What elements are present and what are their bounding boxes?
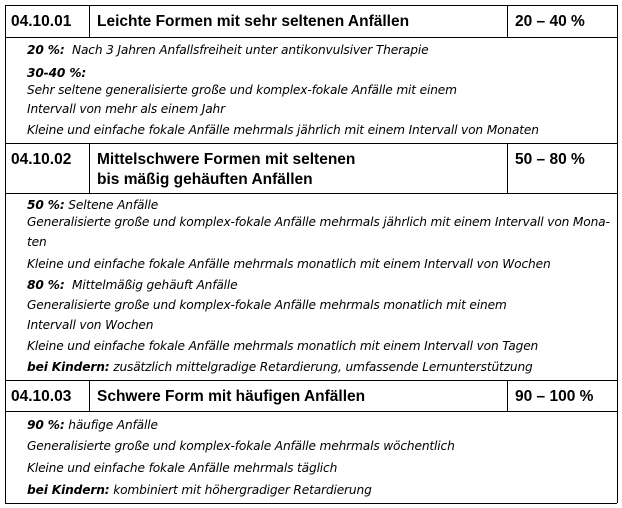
body-line xyxy=(27,360,533,375)
line-text: Sehr seltene generalisierte große und komplex-fokale Anfälle mit einem xyxy=(27,83,457,97)
line-text: Kleine und einfache fokale Anfälle mehrmals monatlich mit einem Intervall von Wochen xyxy=(27,257,551,271)
body-line xyxy=(27,257,551,272)
column-divider xyxy=(507,143,508,193)
row-divider xyxy=(5,143,617,144)
body-line xyxy=(27,461,337,476)
line-text: Generalisierte große und komplex-fokale Anfälle mehrmals monatlich mit einem xyxy=(27,298,507,312)
line-text: Intervall von mehr als einem Jahr xyxy=(27,102,225,116)
line-prefix: 30-40 %: xyxy=(27,66,87,80)
line-text: Generalisierte große und komplex-fokale Anfälle mehrmals wöchentlich xyxy=(27,439,455,453)
row-divider xyxy=(5,411,617,412)
line-prefix: 50 %: xyxy=(27,198,65,212)
row-divider xyxy=(5,193,617,194)
body-line xyxy=(27,339,538,354)
section-code: 04.10.01 xyxy=(11,13,72,30)
body-line xyxy=(27,66,86,81)
row-divider xyxy=(5,37,617,38)
line-text: Intervall von Wochen xyxy=(27,318,154,332)
section-title: Leichte Formen mit sehr seltenen Anfällen xyxy=(97,13,410,30)
section-range: 20 – 40 % xyxy=(515,13,585,30)
line-prefix: bei Kindern: xyxy=(27,360,110,374)
line-prefix: 80 %: xyxy=(27,278,65,292)
body-line xyxy=(27,298,507,313)
column-divider xyxy=(507,5,508,37)
section-range: 90 – 100 % xyxy=(515,388,594,405)
body-line xyxy=(27,83,457,98)
section-title: Schwere Form mit häufigen Anfällen xyxy=(97,388,366,405)
line-prefix: 20 %: xyxy=(27,43,65,57)
column-divider xyxy=(89,143,90,193)
section-code: 04.10.02 xyxy=(11,151,72,168)
line-text: Seltene Anfälle xyxy=(68,198,159,212)
line-text: Nach 3 Jahren Anfallsfreiheit unter antikonvulsiver Therapie xyxy=(72,43,429,57)
section-title-line2: bis mäßig gehäuften Anfällen xyxy=(97,171,313,188)
row-divider xyxy=(5,380,617,381)
table-border-top xyxy=(5,5,617,6)
line-text: Generalisierte große und komplex-fokale Anfälle mehrmals jährlich mit einem Intervall von Mona- xyxy=(27,215,610,229)
body-line xyxy=(27,235,47,250)
body-line xyxy=(27,198,158,213)
body-line xyxy=(27,102,225,117)
line-prefix: 90 %: xyxy=(27,418,65,432)
column-divider xyxy=(89,5,90,37)
body-line xyxy=(27,43,428,58)
section-title: Mittelschwere Formen mit seltenen xyxy=(97,151,356,168)
section-range: 50 – 80 % xyxy=(515,151,585,168)
line-text: kombiniert mit höhergradiger Retardierung xyxy=(113,483,372,497)
line-text: Kleine und einfache fokale Anfälle mehrmals jährlich mit einem Intervall von Monaten xyxy=(27,123,539,137)
body-line xyxy=(27,318,153,333)
table-border-bottom xyxy=(5,503,617,504)
body-line xyxy=(27,418,158,433)
line-text: Kleine und einfache fokale Anfälle mehrmals täglich xyxy=(27,461,338,475)
line-prefix: bei Kindern: xyxy=(27,483,110,497)
column-divider xyxy=(507,380,508,411)
column-divider xyxy=(89,380,90,411)
line-text: Mittelmäßig gehäuft Anfälle xyxy=(72,278,238,292)
section-code: 04.10.03 xyxy=(11,388,72,405)
body-line xyxy=(27,278,238,293)
line-text: ten xyxy=(27,235,47,249)
table-border-left xyxy=(5,5,6,503)
body-line xyxy=(27,215,610,230)
line-text: Kleine und einfache fokale Anfälle mehrmals monatlich mit einem Intervall von Tagen xyxy=(27,339,539,353)
line-text: häufige Anfälle xyxy=(68,418,158,432)
table-border-right xyxy=(617,5,618,503)
line-text: zusätzlich mittelgradige Retardierung, umfassende Lernunterstützung xyxy=(113,360,533,374)
body-line xyxy=(27,439,455,454)
body-line xyxy=(27,123,539,138)
body-line xyxy=(27,483,372,498)
